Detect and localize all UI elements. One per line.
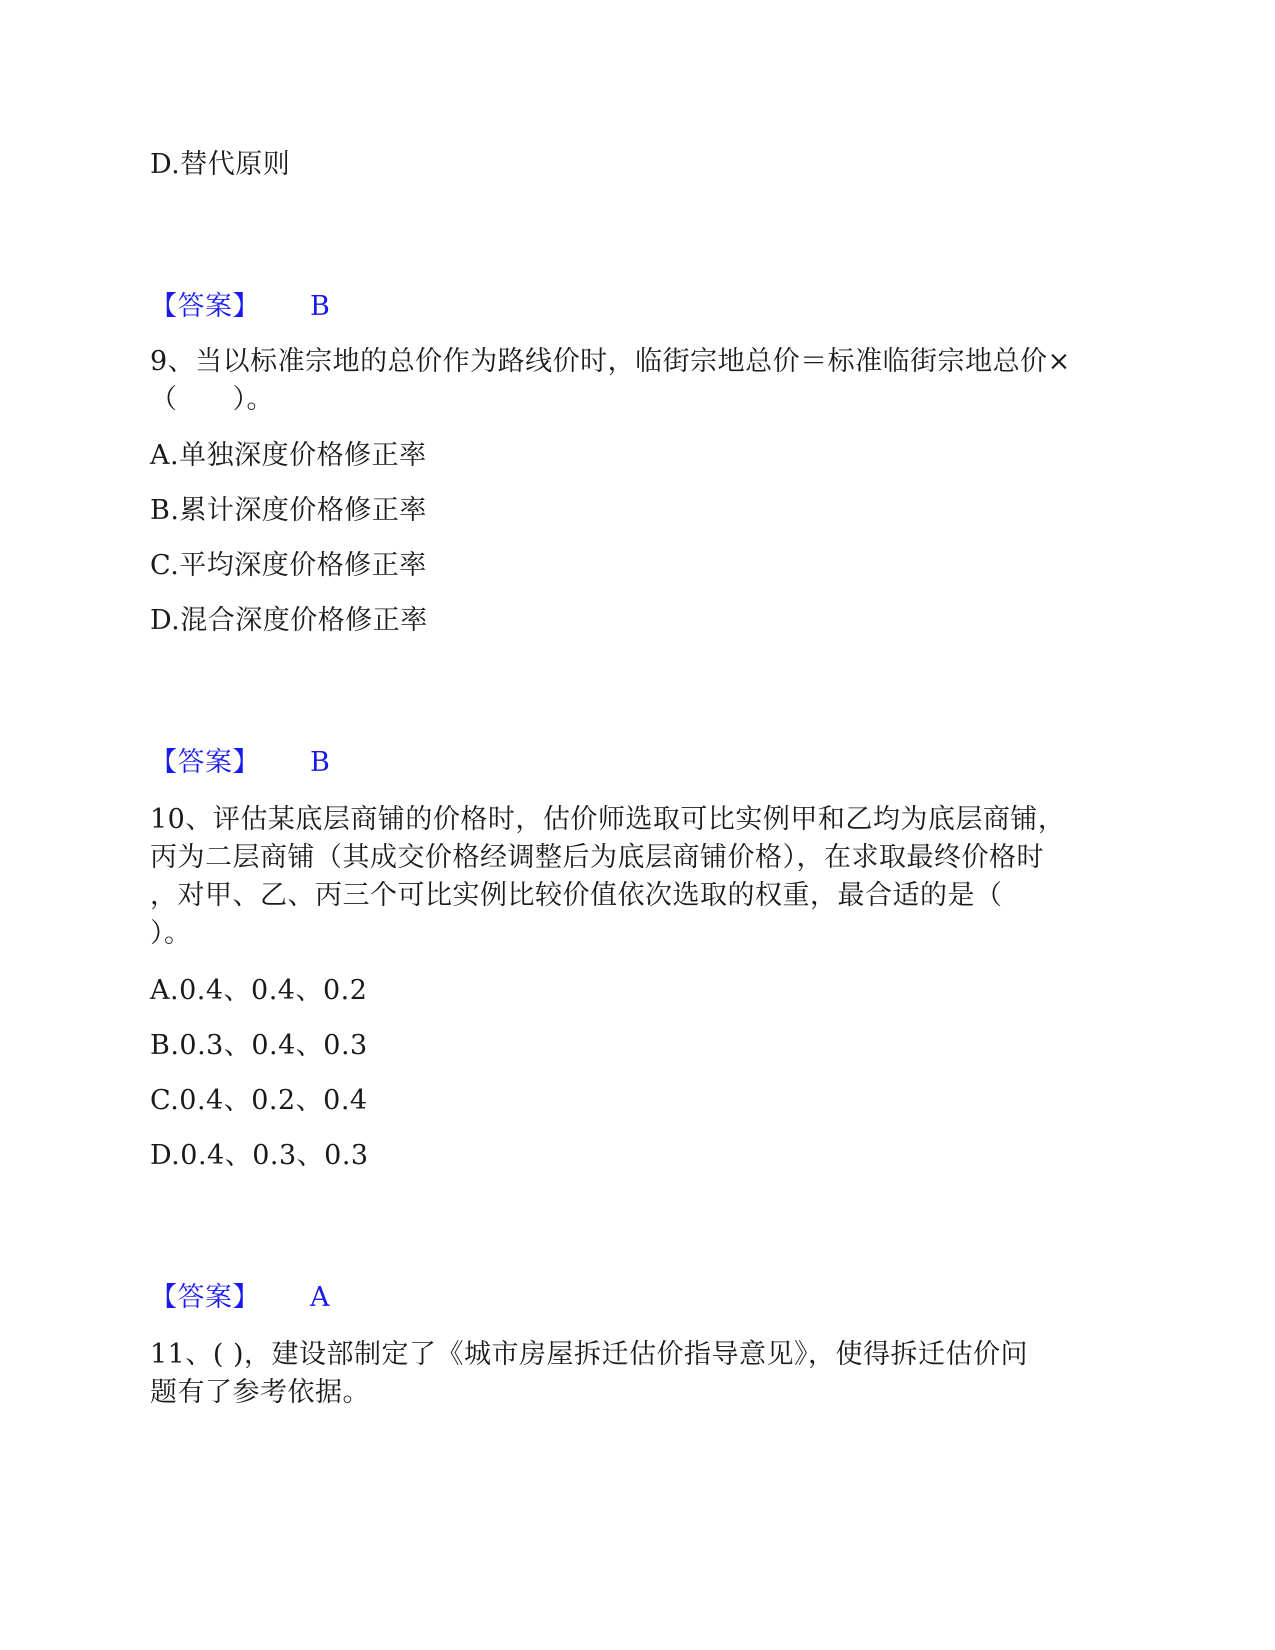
answer-value: A — [310, 1282, 330, 1313]
question-11-line-1: 11、( )，建设部制定了《城市房屋拆迁估价指导意见》，使得拆迁估价问 — [150, 1339, 1029, 1370]
answer-value: B — [310, 747, 331, 778]
answer-label: 【答案】 — [150, 291, 260, 322]
question-9-option-b: B.累计深度价格修正率 — [150, 495, 427, 526]
option-d-prev: D.替代原则 — [150, 149, 291, 180]
question-9-option-a: A.单独深度价格修正率 — [150, 440, 427, 471]
question-10-option-c: C.0.4、0.2、0.4 — [150, 1085, 368, 1116]
question-9-option-c: C.平均深度价格修正率 — [150, 550, 427, 581]
question-11-line-2: 题有了参考依据。 — [150, 1377, 370, 1408]
question-10-option-d: D.0.4、0.3、0.3 — [150, 1140, 369, 1171]
question-10-line-1: 10、评估某底层商铺的价格时，估价师选取可比实例甲和乙均为底层商铺， — [150, 804, 1066, 835]
question-9-option-d: D.混合深度价格修正率 — [150, 605, 428, 636]
answer-label: 【答案】 — [150, 1282, 260, 1313]
answer-label: 【答案】 — [150, 747, 260, 778]
question-10-line-3: ，对甲、乙、丙三个可比实例比较价值依次选取的权重，最合适的是（ — [150, 880, 1003, 911]
answer-line-q9 — [150, 744, 1120, 781]
question-9-line-2: （ ）。 — [150, 384, 274, 415]
question-9-line-1: 9、当以标准宗地的总价作为路线价时，临街宗地总价＝标准临街宗地总价× — [150, 346, 1071, 377]
question-10-line-2: 丙为二层商铺（其成交价格经调整后为底层商铺价格），在求取最终价格时 — [150, 842, 1044, 873]
answer-line-q10 — [150, 1279, 1120, 1316]
question-10-option-b: B.0.3、0.4、0.3 — [150, 1030, 368, 1061]
question-10-option-a: A.0.4、0.4、0.2 — [150, 975, 368, 1006]
question-10-line-4: ）。 — [150, 918, 192, 949]
answer-value: B — [310, 291, 331, 322]
answer-line-q8 — [150, 288, 1120, 325]
